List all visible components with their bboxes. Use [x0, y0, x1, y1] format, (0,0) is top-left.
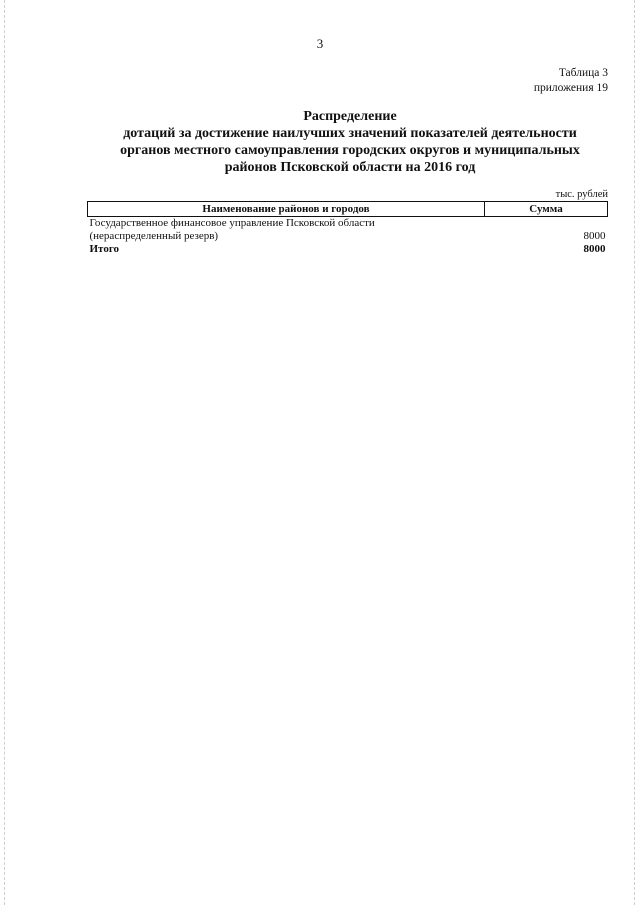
- left-margin-line: [4, 0, 6, 905]
- header-sum: Сумма: [485, 202, 608, 217]
- page-number: 3: [316, 36, 324, 51]
- total-row: [88, 243, 608, 256]
- row-name-line-2: (нераспределенный резерв): [89, 230, 219, 242]
- table-row: [88, 217, 608, 231]
- distribution-table: [87, 201, 608, 256]
- header-name: Наименование районов и городов: [88, 202, 485, 217]
- table-label: Таблица 3: [558, 67, 608, 79]
- units-label: тыс. рублей: [555, 189, 608, 200]
- total-sum: 8000: [583, 243, 606, 255]
- total-label: Итого: [89, 243, 120, 255]
- row-name-line-1: Государственное финансовое управление Псковской области: [89, 217, 375, 229]
- title-line-2: дотаций за достижение наилучших значений показателей деятельности: [123, 126, 577, 141]
- title-line-3: органов местного самоуправления городских округов и муниципальных: [120, 143, 580, 158]
- document-title: [60, 108, 640, 176]
- row-sum: 8000: [583, 230, 606, 242]
- appendix-label: приложения 19: [533, 82, 608, 94]
- title-line-4: районов Псковской области на 2016 год: [224, 160, 476, 175]
- appendix-reference: [534, 66, 608, 96]
- table-row-continued: [88, 230, 608, 243]
- title-line-1: Распределение: [303, 109, 397, 124]
- table-header-row: [88, 202, 608, 217]
- row-sum-empty: [485, 217, 608, 231]
